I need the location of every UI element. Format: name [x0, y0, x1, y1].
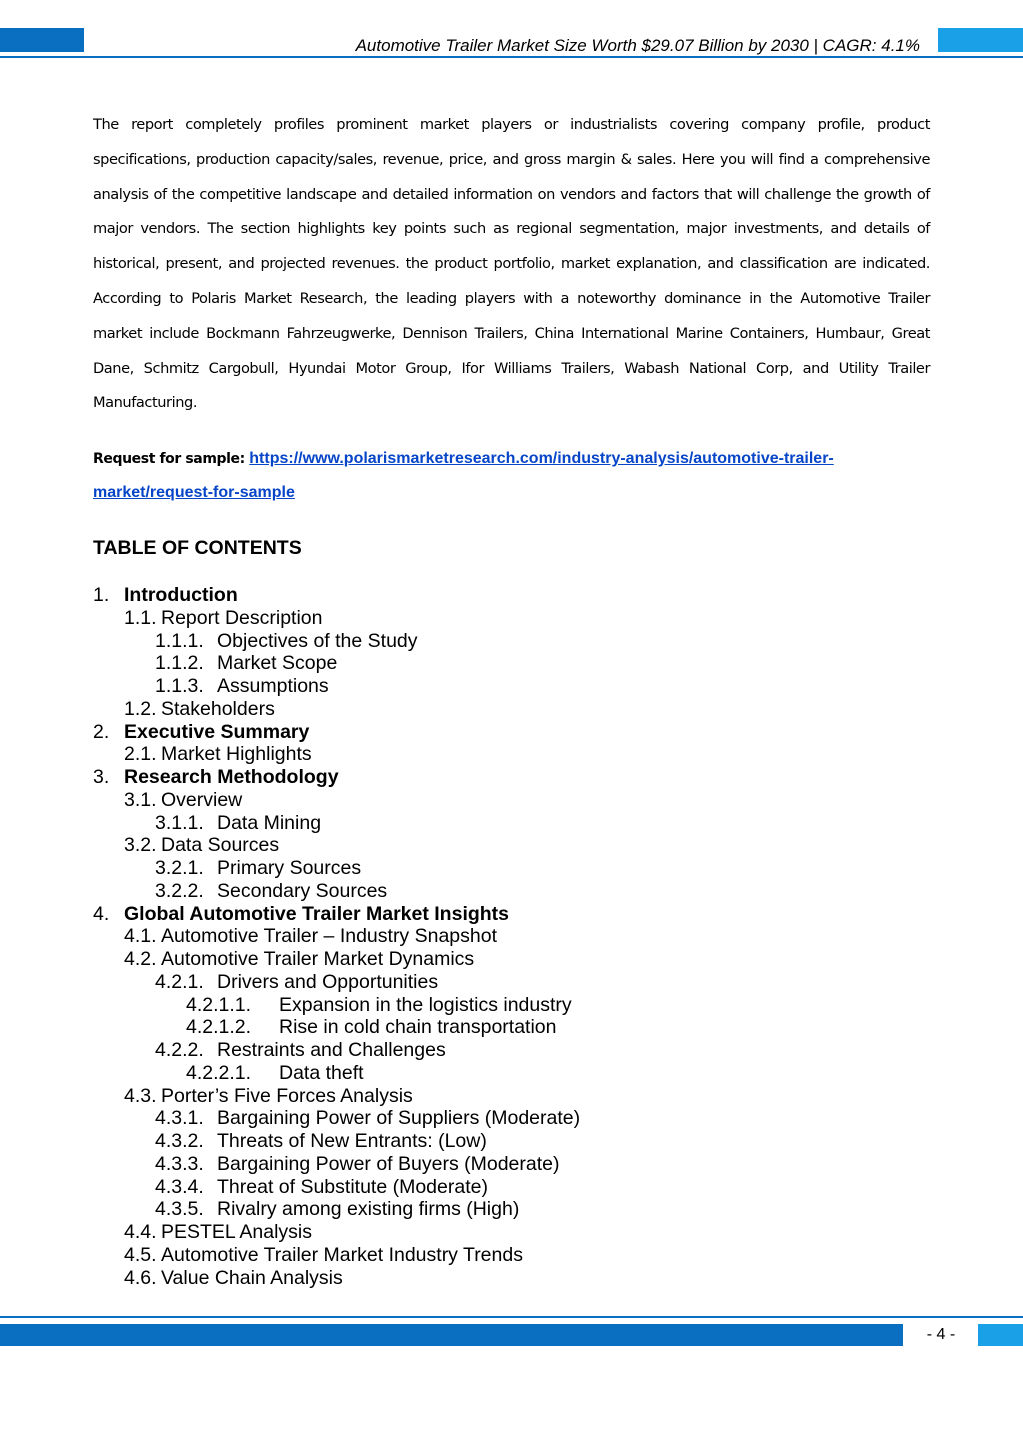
toc-entry-number: 1.1.1.: [155, 629, 204, 652]
toc-entry-text: Data Mining: [217, 811, 322, 834]
toc-entry: [93, 1198, 893, 1221]
toc-entry-text: Bargaining Power of Suppliers (Moderate): [217, 1107, 581, 1130]
toc-entry: [93, 1267, 893, 1290]
toc-entry-number: 4.2.2.1.: [186, 1061, 252, 1084]
toc-entry-number: 4.2.1.: [155, 970, 204, 993]
toc-entry-text: Overview: [161, 788, 243, 811]
toc-entry: [93, 630, 893, 653]
toc-entry-number: 4.3.: [124, 1084, 157, 1107]
toc-entry-text: Global Automotive Trailer Market Insights: [124, 902, 510, 925]
toc-entry: [93, 1176, 893, 1199]
toc-entry-number: 3.2.: [124, 834, 157, 857]
toc-entry: [93, 834, 893, 857]
toc-entry-number: 1.2.: [124, 697, 157, 720]
toc-entry-text: Threat of Substitute (Moderate): [217, 1175, 488, 1198]
toc-entry: [93, 584, 893, 607]
sample-label: Request for sample:: [93, 451, 245, 467]
toc-entry-number: 2.1.: [124, 743, 157, 766]
toc-entry: [93, 880, 893, 903]
sample-request: [93, 442, 930, 509]
toc-entry: [93, 1130, 893, 1153]
toc-entry-text: Stakeholders: [161, 697, 275, 720]
toc-entry-number: 1.: [93, 584, 110, 606]
toc-entry-number: 4.3.3.: [155, 1152, 204, 1175]
toc-entry: [93, 721, 893, 744]
toc-entry-text: Assumptions: [217, 675, 329, 697]
toc-entry: [93, 1085, 893, 1108]
toc-entry-number: 4.3.4.: [155, 1175, 204, 1198]
toc-entry-number: 3.: [93, 766, 110, 788]
toc-entry-text: Data Sources: [161, 834, 280, 857]
toc-entry: [93, 903, 893, 926]
toc-entry: [93, 1244, 893, 1267]
toc-entry-number: 4.6.: [124, 1266, 157, 1289]
toc-entry: [93, 1039, 893, 1062]
toc-entry-text: Introduction: [124, 584, 238, 606]
toc-entry-text: Expansion in the logistics industry: [279, 993, 572, 1016]
toc-entry-number: 3.2.1.: [155, 857, 204, 879]
header-accent-block-right: [938, 28, 1023, 52]
toc-entry-number: 3.1.: [124, 788, 157, 811]
toc-entry: [93, 857, 893, 880]
toc-entry-number: 4.5.: [124, 1243, 157, 1266]
toc-entry-text: Data theft: [279, 1061, 364, 1084]
toc-entry: [93, 698, 893, 721]
toc-title: TABLE OF CONTENTS: [93, 537, 302, 559]
toc-entry-text: Objectives of the Study: [217, 629, 418, 652]
toc-entry-number: 4.3.5.: [155, 1198, 204, 1221]
toc-entry-text: Report Description: [161, 606, 323, 629]
toc-entry: [93, 925, 893, 948]
toc-entry-text: Market Scope: [217, 652, 338, 675]
footer-bar: [0, 1324, 903, 1346]
toc-entry-number: 4.: [93, 902, 110, 925]
toc-entry-text: Automotive Trailer Market Dynamics: [161, 948, 475, 970]
toc-entry: [93, 675, 893, 698]
toc-entry: [93, 994, 893, 1017]
toc-entry-number: 4.4.: [124, 1221, 157, 1243]
footer-accent-block-right: [978, 1324, 1023, 1346]
toc-entry: [93, 948, 893, 971]
toc-entry-text: Rivalry among existing firms (High): [217, 1198, 520, 1221]
toc-entry-number: 4.2.1.2.: [186, 1016, 252, 1039]
toc-entry-number: 4.2.1.1.: [186, 993, 252, 1016]
page-number: - 4 -: [926, 1326, 956, 1343]
body-paragraph: The report completely profiles prominent market players or industrialists covering company profile, product specifications, production capacity/sales, revenue, price, and gross margin & sales. Here you will find a comprehensive analysis of the competitive landscape and detailed information on vendors and factors that will challenge the growth of major vendors. The section highlights key points such as regional segmentation, major investments, and details of historical, present, and projected revenues. the product portfolio, market explanation, and classification are indicated. According to Polaris Market Research, the leading players with a noteworthy dominance in the Automotive Trailer market include Bockmann Fahrzeugwerke, Dennison Trailers, China International Marine Containers, Humbaur, Great Dane, Schmitz Cargobull, Hyundai Motor Group, Ifor Williams Trailers, Wabash National Corp, and Utility Trailer Manufacturing.: [93, 116, 930, 412]
toc-entry-number: 1.1.: [124, 606, 157, 629]
toc-entry-text: Bargaining Power of Buyers (Moderate): [217, 1152, 560, 1175]
toc-entry-text: Automotive Trailer Market Industry Trends: [161, 1243, 523, 1266]
toc-entry-number: 1.1.2.: [155, 652, 204, 675]
toc-entry-text: Market Highlights: [161, 743, 312, 766]
toc-entry: [93, 812, 893, 835]
toc-entry: [93, 971, 893, 994]
toc-entry-text: Research Methodology: [124, 766, 339, 788]
toc-entry: [93, 1221, 893, 1244]
toc-entry-number: 2.: [93, 720, 110, 743]
toc-entry-text: Value Chain Analysis: [161, 1266, 343, 1289]
toc-entry: [93, 652, 893, 675]
toc-entry-number: 4.3.2.: [155, 1130, 204, 1152]
sample-link[interactable]: https://www.polarismarketresearch.com/industry-analysis/automotive-trailer-market/request-for-sample: [93, 450, 834, 501]
header-accent-block-left: [0, 28, 84, 52]
toc-entry-number: 4.1.: [124, 925, 157, 948]
toc-entry-number: 4.3.1.: [155, 1107, 204, 1130]
toc-entry: [93, 607, 893, 630]
toc-entry: [93, 1062, 893, 1085]
toc-entry-text: Automotive Trailer – Industry Snapshot: [161, 925, 498, 948]
toc-entry-number: 4.2.2.: [155, 1039, 204, 1061]
toc-entry-text: Drivers and Opportunities: [217, 970, 439, 993]
header-title: Automotive Trailer Market Size Worth $29.07 Billion by 2030 | CAGR: 4.1%: [355, 36, 920, 55]
toc-entry: [93, 1153, 893, 1176]
toc-entry-text: Threats of New Entrants: (Low): [217, 1130, 487, 1152]
header-rule: [0, 56, 1023, 58]
toc-entry-text: Secondary Sources: [217, 879, 388, 902]
toc-entry-text: Primary Sources: [217, 857, 362, 879]
toc-entry-number: 4.2.: [124, 948, 157, 970]
table-of-contents: [93, 584, 893, 1289]
toc-entry-number: 3.1.1.: [155, 811, 204, 834]
toc-entry: [93, 1016, 893, 1039]
toc-entry: [93, 1107, 893, 1130]
toc-entry: [93, 766, 893, 789]
toc-entry: [93, 743, 893, 766]
toc-entry: [93, 789, 893, 812]
toc-entry-number: 1.1.3.: [155, 675, 204, 697]
toc-entry-text: Restraints and Challenges: [217, 1039, 446, 1061]
toc-entry-text: PESTEL Analysis: [161, 1221, 313, 1243]
toc-entry-text: Rise in cold chain transportation: [279, 1016, 557, 1039]
toc-entry-text: Executive Summary: [124, 720, 310, 743]
footer-rule: [0, 1316, 1023, 1318]
toc-entry-text: Porter’s Five Forces Analysis: [161, 1084, 413, 1107]
toc-entry-number: 3.2.2.: [155, 879, 204, 902]
